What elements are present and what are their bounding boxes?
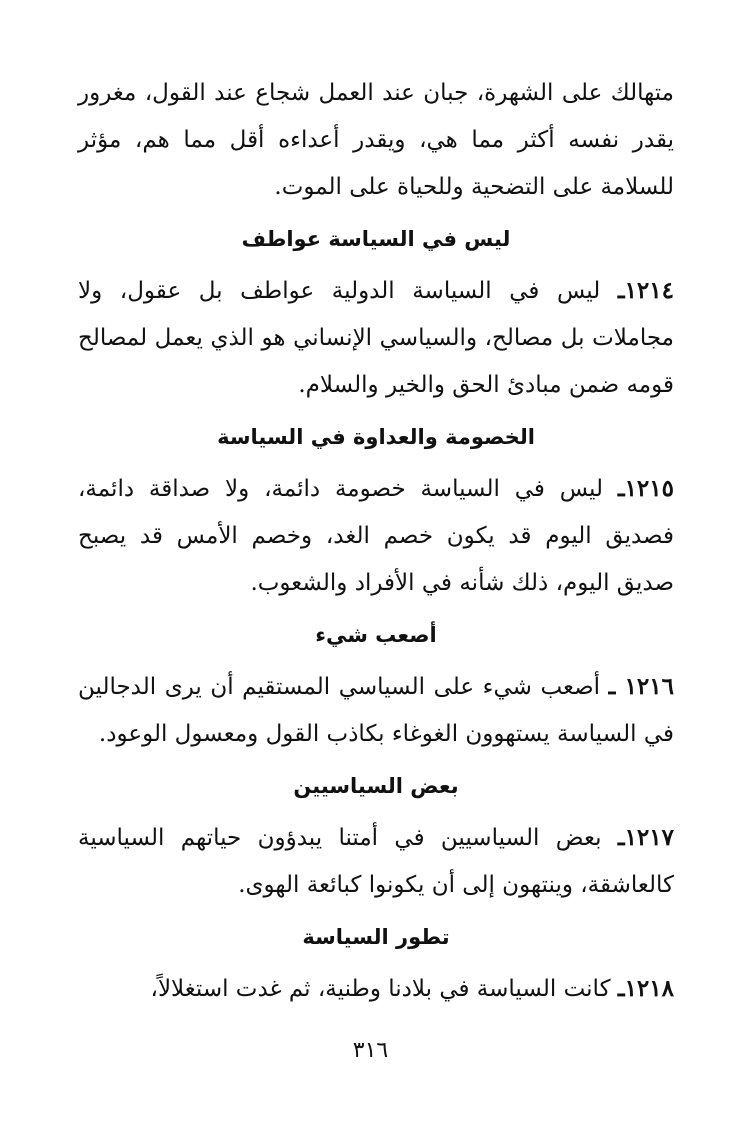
intro-paragraph: متهالك على الشهرة، جبان عند العمل شجاع عند القول، مغرور يقدر نفسه أكثر مما هي، ويقدر أعداءه أقل مما هم، مؤثر للسلامة على التضحية وللحياة على الموت. bbox=[78, 80, 674, 200]
entry-text: ليس في السياسة خصومة دائمة، ولا صداقة دائمة، فصديق اليوم قد يكون خصم الغد، وخصم الأمس قد يصبح صديق اليوم، ذلك شأنه في الأفراد والشعوب. bbox=[78, 476, 674, 596]
entry-number: ١٢١٦ ـ bbox=[608, 673, 674, 700]
entry-paragraph bbox=[78, 814, 674, 909]
entry-text: أصعب شيء على السياسي المستقيم أن يرى الدجالين في السياسة يستهوون الغوغاء بكاذب القول ومعسول الوعود. bbox=[78, 674, 674, 747]
entry-number: ١٢١٧ـ bbox=[617, 824, 674, 851]
section-heading: ليس في السياسة عواطف bbox=[241, 227, 511, 251]
page-number: ٣١٦ bbox=[352, 1038, 389, 1063]
section-heading: تطور السياسة bbox=[302, 925, 450, 949]
document-page bbox=[78, 70, 674, 1013]
section-heading: بعض السياسيين bbox=[293, 774, 459, 798]
entry-text: بعض السياسيين في أمتنا يبدؤون حياتهم السياسية كالعاشقة، وينتهون إلى أن يكونوا كبائعة الهوى. bbox=[78, 825, 674, 898]
entry-paragraph bbox=[78, 663, 674, 758]
entry-1214 bbox=[78, 211, 674, 409]
entry-number: ١٢١٥ـ bbox=[617, 475, 674, 502]
entry-1217 bbox=[78, 758, 674, 909]
entry-text: ليس في السياسة الدولية عواطف بل عقول، ولا مجاملات بل مصالح، والسياسي الإنساني هو الذي يعمل لمصالح قومه ضمن مبادئ الحق والخير والسلام. bbox=[78, 278, 674, 398]
entry-paragraph bbox=[78, 465, 674, 607]
entry-1215 bbox=[78, 409, 674, 607]
entry-text: كانت السياسة في بلادنا وطنية، ثم غدت استغلالاً، bbox=[150, 976, 618, 1002]
entry-paragraph bbox=[78, 267, 674, 409]
entry-number: ١٢١٤ـ bbox=[617, 277, 674, 304]
entry-1216 bbox=[78, 607, 674, 758]
entry-1218 bbox=[78, 909, 674, 1013]
section-heading: أصعب شيء bbox=[315, 623, 437, 647]
entry-number: ١٢١٨ـ bbox=[617, 975, 674, 1002]
section-heading: الخصومة والعداوة في السياسة bbox=[217, 425, 535, 449]
entry-paragraph bbox=[78, 965, 674, 1013]
